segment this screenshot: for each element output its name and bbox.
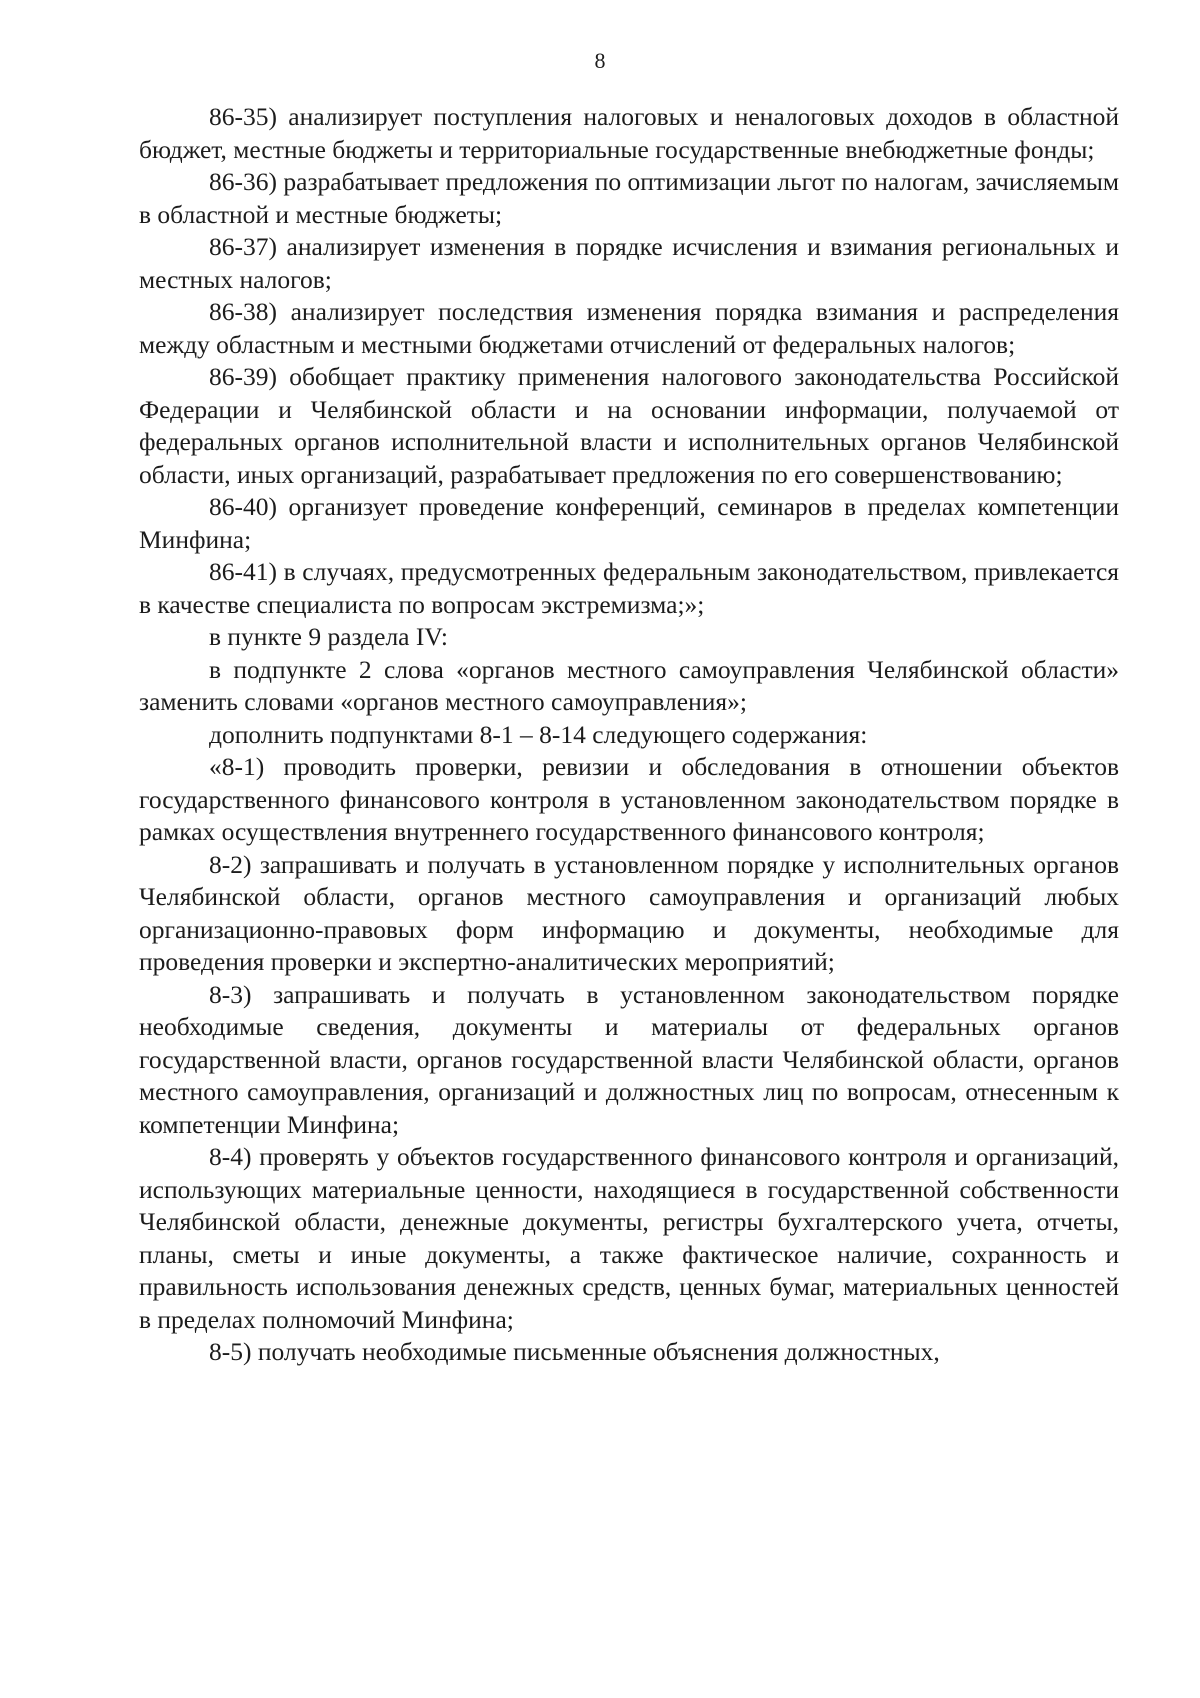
paragraph-86-36: 86-36) разрабатывает предложения по оптимизации льгот по налогам, зачисляемым в областной и местные бюджеты;: [139, 167, 1119, 229]
paragraph-8-1: «8-1) проводить проверки, ревизии и обследования в отношении объектов государственного финансового контроля в установленном законодательством порядке в рамках осуществления внутреннего государственного финансового контроля;: [139, 752, 1119, 846]
paragraph-supplement: дополнить подпунктами 8-1 – 8-14 следующего содержания:: [209, 719, 868, 749]
paragraph-8-4: 8-4) проверять у объектов государственного финансового контроля и организаций, использующих материальные ценности, находящиеся в государственной собственности Челябинской области, денежные документы, регистры бухгалтерского учета, отчеты, планы, сметы и иные документы, а также фактическое наличие, сохранность и правильность использования денежных средств, ценных бумаг, материальных ценностей в пределах полномочий Минфина;: [139, 1142, 1119, 1334]
page-number: 8: [594, 48, 606, 73]
paragraph-subpoint-2: в подпункте 2 слова «органов местного самоуправления Челябинской области» заменить словами «органов местного самоуправления»;: [139, 654, 1119, 716]
paragraph-86-40: 86-40) организует проведение конференций, семинаров в пределах компетенции Минфина;: [139, 492, 1119, 554]
paragraph-8-5: 8-5) получать необходимые письменные объяснения должностных,: [209, 1337, 940, 1366]
paragraph-86-35: 86-35) анализирует поступления налоговых и неналоговых доходов в областной бюджет, местные бюджеты и территориальные государственные внебюджетные фонды;: [139, 102, 1119, 164]
paragraph-86-37: 86-37) анализирует изменения в порядке исчисления и взимания региональных и местных налогов;: [139, 232, 1119, 294]
paragraph-8-2: 8-2) запрашивать и получать в установленном порядке у исполнительных органов Челябинской области, органов местного самоуправления и организаций любых организационно-правовых форм информацию и документы, необходимые для проведения проверки и экспертно-аналитических мероприятий;: [139, 849, 1119, 976]
paragraph-86-38: 86-38) анализирует последствия изменения порядка взимания и распределения между областным и местными бюджетами отчислений от федеральных налогов;: [139, 297, 1119, 359]
paragraph-86-39: 86-39) обобщает практику применения налогового законодательства Российской Федерации и Челябинской области и на основании информации, получаемой от федеральных органов исполнительной власти и исполнительных органов Челябинской области, иных организаций, разрабатывает предложения по его совершенствованию;: [139, 362, 1119, 489]
paragraph-8-3: 8-3) запрашивать и получать в установленном законодательством порядке необходимые сведения, документы и материалы от федеральных органов государственной власти, органов государственной власти Челябинской области, органов местного самоуправления, организаций и должностных лиц по вопросам, отнесенным к компетенции Минфина;: [139, 979, 1119, 1139]
paragraph-point-9: в пункте 9 раздела IV:: [209, 622, 448, 651]
document-body: [139, 101, 1119, 1369]
paragraph-86-41: 86-41) в случаях, предусмотренных федеральным законодательством, привлекается в качестве специалиста по вопросам экстремизма;»;: [139, 557, 1119, 619]
